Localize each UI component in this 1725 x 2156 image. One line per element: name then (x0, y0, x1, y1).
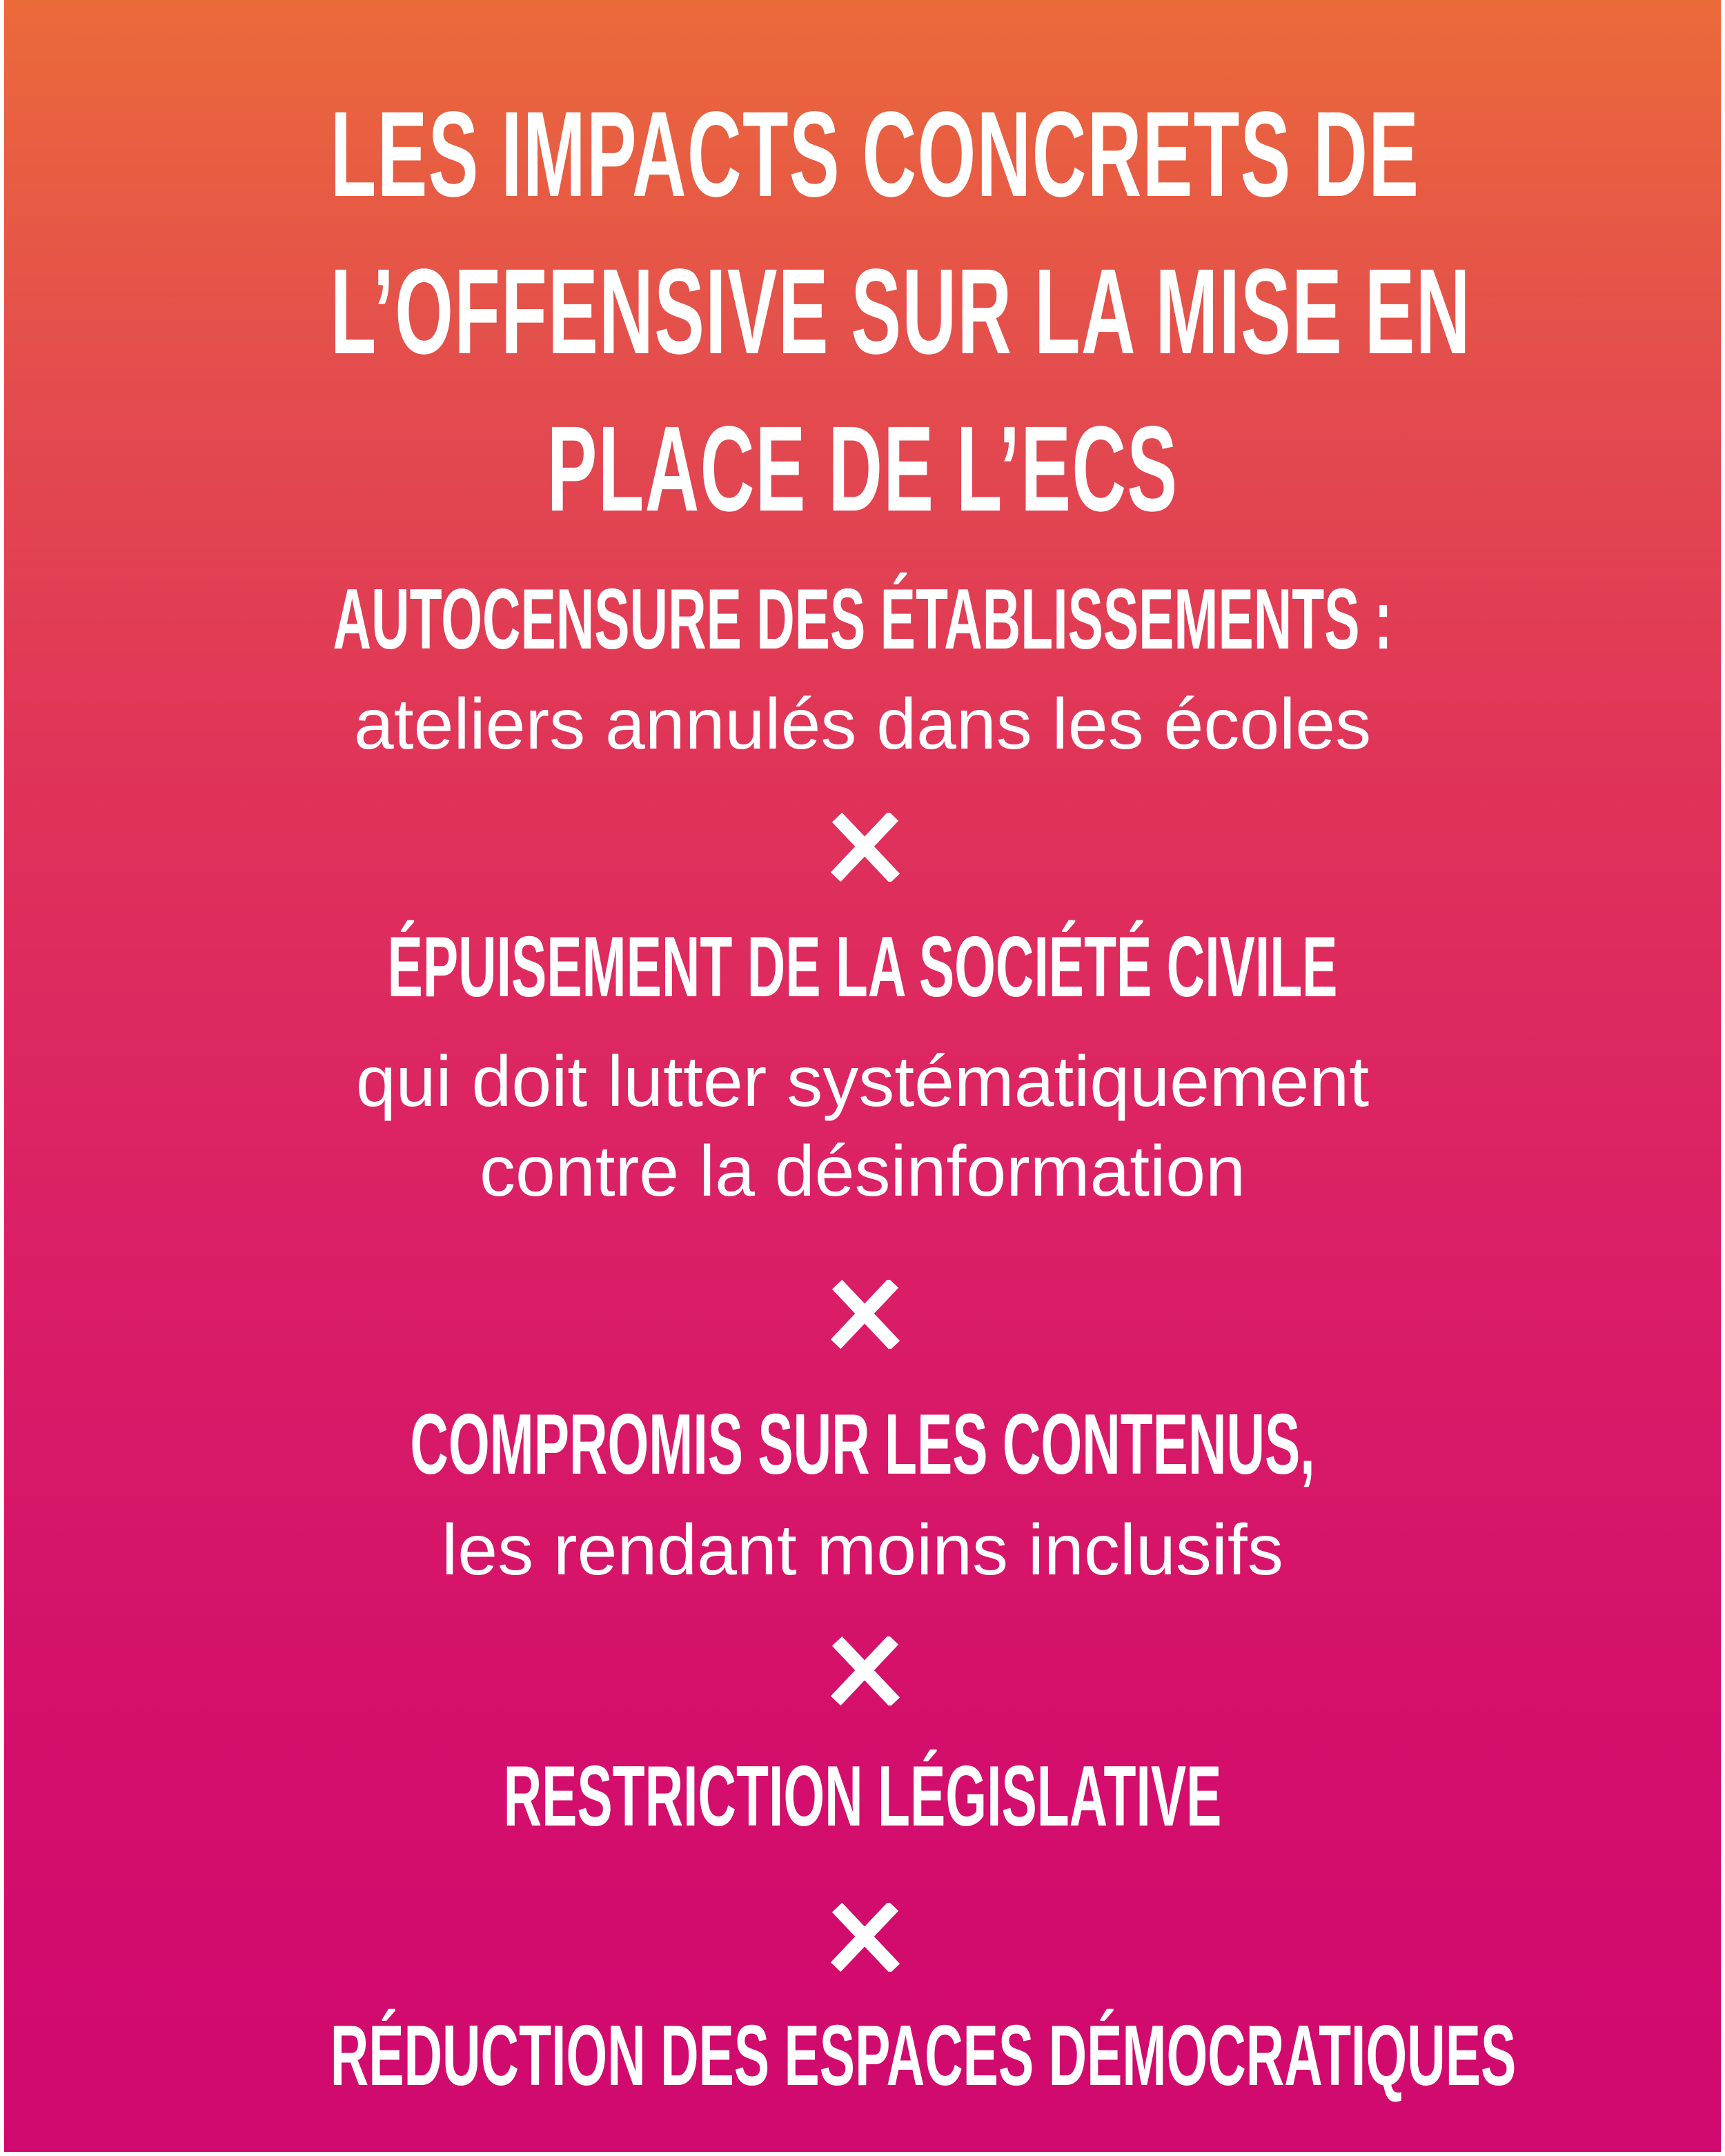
cross-icon (831, 1636, 900, 1705)
impact-description-autocensure (4, 680, 1721, 769)
description-line: les rendant moins inclusifs (442, 1510, 1283, 1590)
cross-icon (831, 813, 900, 882)
impact-heading-autocensure: AUTOCENSURE DES ÉTABLISSEMENTS : (333, 572, 1392, 667)
description-line: qui doit lutter systématiquement (355, 1042, 1370, 1122)
page-title (330, 76, 1471, 548)
impact-description-compromis (4, 1505, 1721, 1595)
impact-heading-epuisement: ÉPUISEMENT DE LA SOCIÉTÉ CIVILE (387, 920, 1338, 1015)
title-line: L’OFFENSIVE SUR LA MISE EN (330, 244, 1471, 379)
impact-description-epuisement (4, 1037, 1721, 1216)
cross-icon (831, 1280, 900, 1349)
description-line: contre la désinformation (480, 1131, 1245, 1211)
title-line: LES IMPACTS CONCRETS DE (330, 87, 1420, 222)
poster (4, 0, 1721, 2152)
cross-icon (831, 1903, 900, 1972)
impact-heading-restriction: RESTRICTION LÉGISLATIVE (503, 1749, 1222, 1844)
description-line: ateliers annulés dans les écoles (353, 684, 1372, 764)
title-line: PLACE DE L’ECS (546, 402, 1179, 537)
impact-heading-reduction: RÉDUCTION DES ESPACES DÉMOCRATIQUES (330, 2008, 1517, 2104)
impact-heading-compromis: COMPROMIS SUR LES CONTENUS, (410, 1397, 1315, 1492)
